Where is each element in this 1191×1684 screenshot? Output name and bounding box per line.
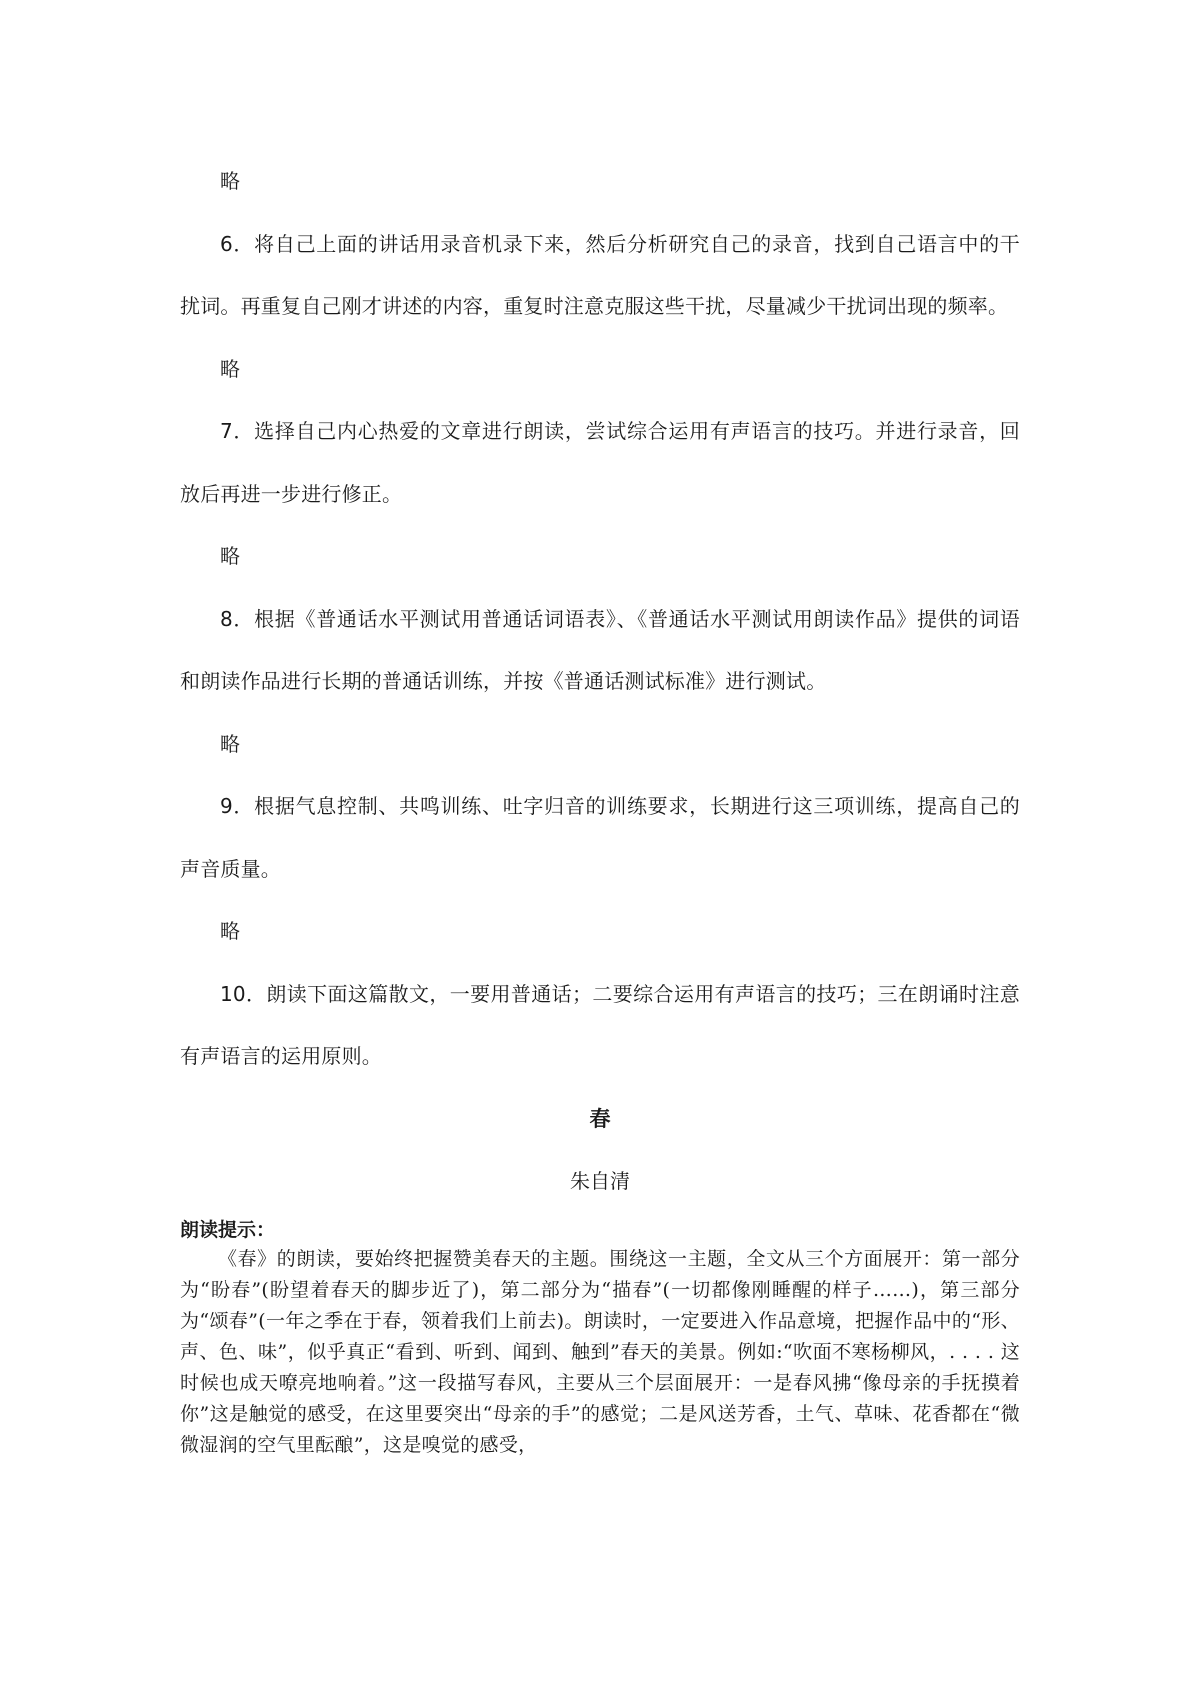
exercise-7: 7．选择自己内心热爱的文章进行朗读，尝试综合运用有声语言的技巧。并进行录音，回放后再进一步进行修正。 (180, 419, 1020, 506)
omitted-answer: 略 (220, 356, 240, 381)
essay-title: 春 (589, 1106, 611, 1131)
omitted-answer: 略 (220, 731, 240, 756)
reading-hint-body: 《春》的朗读，要始终把握赞美春天的主题。围绕这一主题，全文从三个方面展开：第一部分为“盼春”(盼望着春天的脚步近了)，第二部分为“描春”(一切都像刚睡醒的样子……)，第三部分为“颂春”(一年之季在于春，领着我们上前去)。朗读时，一定要进入作品意境，把握作品中的“形、声、色、味”，似乎真正“看到、听到、闻到、触到”春天的美景。例如:“吹面不寒杨柳风，. . . . 这时候也成天嘹亮地响着。”这一段描写春风，主要从三个层面展开：一是春风拂“像母亲的手抚摸着你”这是触觉的感受，在这里要突出“母亲的手”的感觉；二是风送芳香，土气、草味、花香都在“微微湿润的空气里酝酿”，这是嗅觉的感受， (180, 1247, 1020, 1456)
exercise-10: 10．朗读下面这篇散文，一要用普通话；二要综合运用有声语言的技巧；三在朗诵时注意有声语言的运用原则。 (180, 981, 1020, 1068)
omitted-answer: 略 (220, 544, 240, 568)
exercise-6: 6．将自己上面的讲话用录音机录下来，然后分析研究自己的录音，找到自己语言中的干扰词。再重复自己刚才讲述的内容，重复时注意克服这些干扰，尽量减少干扰词出现的频率。 (180, 231, 1020, 318)
essay-author: 朱自清 (570, 1168, 630, 1193)
exercise-9: 9．根据气息控制、共鸣训练、吐字归音的训练要求，长期进行这三项训练，提高自己的声音质量。 (180, 794, 1020, 881)
exercise-8: 8．根据《普通话水平测试用普通话词语表》、《普通话水平测试用朗读作品》提供的词语和朗读作品进行长期的普通话训练，并按《普通话测试标准》进行测试。 (180, 606, 1020, 693)
omitted-answer: 略 (220, 919, 240, 943)
omitted-answer: 略 (220, 169, 240, 193)
reading-hint-label: 朗读提示： (180, 1218, 276, 1241)
document-content (180, 150, 1020, 1461)
